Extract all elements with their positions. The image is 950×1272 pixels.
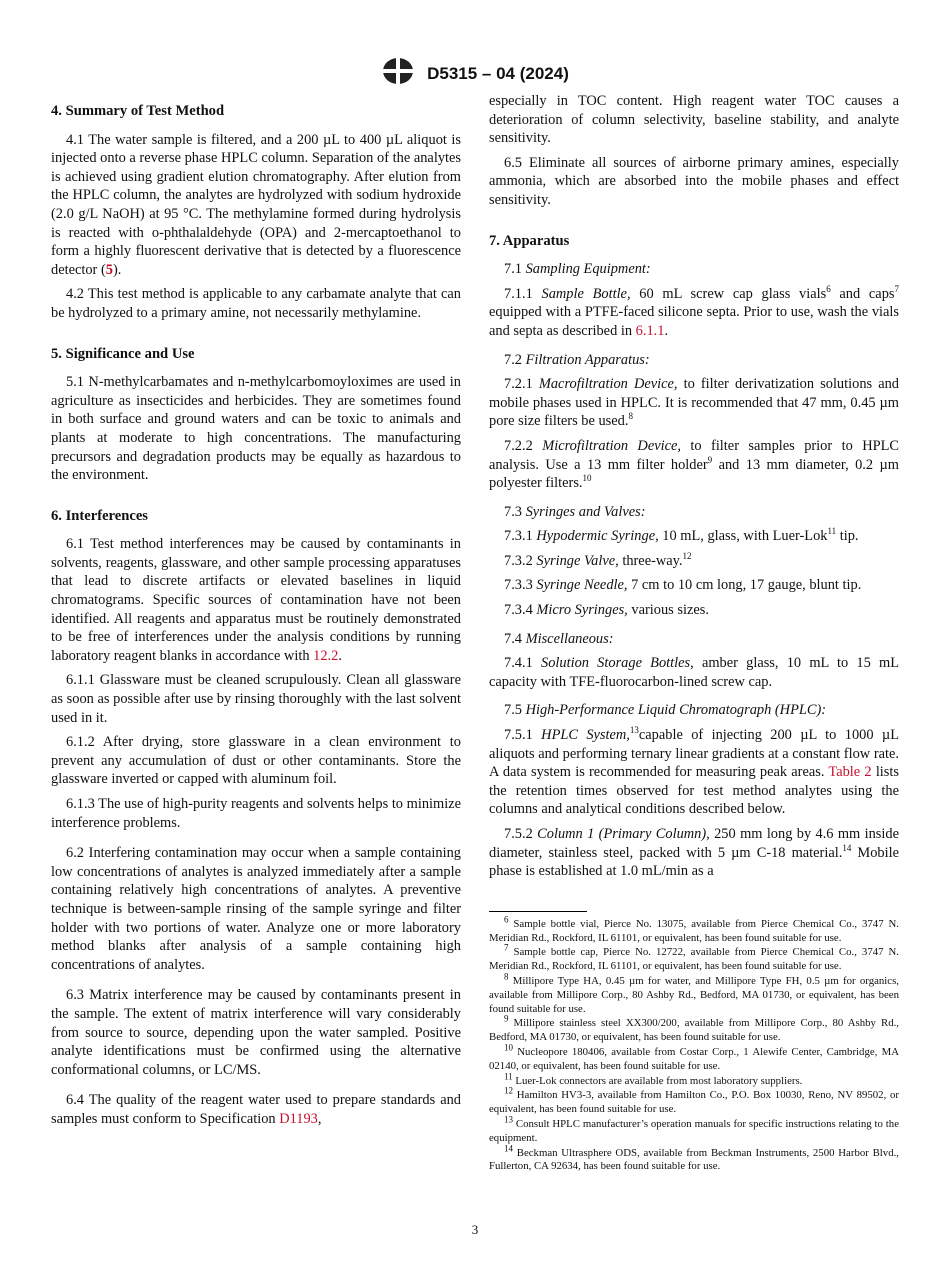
link-6-1-1[interactable]: 6.1.1 — [635, 322, 665, 339]
para-7-3-1: 7.3.1 Hypodermic Syringe, 10 mL, glass, with Luer-Lok$^{11}$ tip. — [504, 526, 859, 545]
para-6-5: 6.5 Eliminate all sources of airborne primary amines, especially ammonia, which are absorbed into the mobile phases and effect sensitivity. — [489, 154, 899, 208]
para-7-4-1: 7.4.1 Solution Storage Bottles, amber glass, 10 mL to 15 mL capacity with TFE-fluorocarbon-lined screw cap. — [489, 655, 899, 690]
para-6-2: 6.2 Interfering contamination may occur when a sample containing low concentrations of analytes is analyzed immediately after a sample containing relatively high concentrations of analytes. A preventive technique is between-sample rinsing of the sample syringe and filter holder with two portions of water. Analyze one or more laboratory method blanks after analysis of a sample containing high concentrations of analytes. — [51, 845, 461, 973]
para-7-1: 7.1 Sampling Equipment: — [504, 261, 651, 278]
para-7-2-1: 7.2.1 Macrofiltration Device, to filter derivatization solutions and mobile phases used in HPLC. It is recommended that 47 mm, 0.45 µm pore size filters be used.$^8$ — [489, 376, 899, 430]
footnote: $^7$ Sample bottle cap, Pierce No. 12722, available from Pierce Chemical Co., 3747 N. Meridian Rd., Rockford, IL 61101, or equivalent, has been found suitable for use. — [489, 942, 899, 973]
footnote: $^{14}$ Beckman Ultrasphere ODS, available from Beckman Instruments, 2500 Harbor Blvd., Fullerton, CA 92634, has been found suitable for use. — [489, 1142, 899, 1173]
para-7-5-1: 7.5.1 HPLC System,$^{13}$capable of injecting 200 µL to 1000 µL aliquots and performing ternary linear gradients at a constant flow rate. A data system is recommended for measuring peak areas. Table 2 lists the retention times observed for test method analytes using the columns and analytical conditions described below. — [489, 725, 900, 818]
page-number: 3 — [471, 1222, 479, 1237]
para-7-3-3: 7.3.3 Syringe Needle, 7 cm to 10 cm long, 17 gauge, blunt tip. — [504, 577, 862, 594]
footnote: $^8$ Millipore Type HA, 0.45 µm for water, and Millipore Type FH, 0.5 µm for organics, available from Millipore Corp., 80 Ashby Rd., Bedford, MA 01730, or equivalent, has been found suitable for use. — [489, 971, 899, 1015]
para-4-2: 4.2 This test method is applicable to any carbamate analyte that can be hydrolyzed to a primary amine, not necessarily methylamine. — [51, 286, 461, 321]
para-7-3-4: 7.3.4 Micro Syringes, various sizes. — [504, 602, 709, 619]
footnote-divider — [489, 911, 587, 912]
footnote: $^9$ Millipore stainless steel XX300/200, available from Millipore Corp., 80 Ashby Rd., Bedford, MA 01730, or equivalent, has been found suitable for use. — [489, 1013, 899, 1044]
footnote: $^{13}$ Consult HPLC manufacturer’s operation manuals for specific instructions relating to the equipment. — [489, 1114, 899, 1144]
left-column — [51, 92, 461, 1135]
para-7-3-2: 7.3.2 Syringe Valve, three-way.$^{12}$ — [504, 551, 692, 569]
para-6-4-continued: especially in TOC content. High reagent water TOC causes a deterioration of column selectivity, baseline stability, and analyte sensitivity. — [489, 93, 899, 147]
para-5-1: 5.1 N-methylcarbamates and n-methylcarbomoyloximes are used in agriculture as insecticides and herbicides. They are sometimes found in both surface and ground waters and can be toxic to animals and plants at moderate to high concentrations. The manufacturing precursors and degradation products may be equally as hazardous to the environment. — [51, 374, 461, 484]
para-7-3: 7.3 Syringes and Valves: — [504, 503, 646, 520]
para-6-1: 6.1 Test method interferences may be caused by contaminants in solvents, reagents, glassware, and other sample processing apparatuses that lead to discrete artifacts or elevated baselines in liquid chromatograms. Specific sources of contamination have not been identified. All reagents and apparatus must be routinely demonstrated to be free of interferences under the analysis conditions by running laboratory reagent blanks in accordance with 12.2. — [51, 536, 461, 664]
para-7-5-2: 7.5.2 Column 1 (Primary Column), 250 mm long by 4.6 mm inside diameter, stainless steel, packed with 5 µm C-18 material.$^{14}$ Mobile phase is established at 1.0 mL/min as a — [489, 826, 899, 880]
astm-logo-icon — [381, 56, 415, 91]
standard-designation: D5315 – 04 (2024) — [427, 63, 569, 83]
para-7-2-2: 7.2.2 Microfiltration Device, to filter samples prior to HPLC analysis. Use a 13 mm filter holder$^9$ and 13 mm diameter, 0.2 µm polyester filters.$^{10}$ — [489, 437, 899, 492]
footnote: $^{12}$ Hamilton HV3-3, available from Hamilton Co., P.O. Box 10030, Reno, NV 89502, or equivalent, has been found suitable for use. — [489, 1085, 899, 1116]
para-7-5: 7.5 High-Performance Liquid Chromatograph (HPLC): — [504, 702, 827, 719]
para-7-1-1: 7.1.1 Sample Bottle, 60 mL screw cap glass vials$^6$ and caps$^7$ equipped with a PTFE-faced silicone septa. Prior to use, wash the vials and septa as described in 6.1.1. — [489, 283, 899, 339]
section-6-heading: 6. Interferences — [51, 507, 148, 524]
para-7-2: 7.2 Filtration Apparatus: — [504, 351, 650, 368]
section-7-heading: 7. Apparatus — [489, 232, 570, 249]
para-6-1-3: 6.1.3 The use of high-purity reagents and solvents helps to minimize interference problems. — [51, 796, 461, 831]
page-header — [0, 56, 950, 91]
section-5-heading: 5. Significance and Use — [51, 345, 195, 362]
link-table-2[interactable]: Table 2 — [828, 764, 872, 781]
section-4-heading: 4. Summary of Test Method — [51, 103, 225, 119]
right-column — [489, 92, 899, 1175]
footnote: $^{10}$ Nucleopore 180406, available from Costar Corp., 1 Alewife Center, Cambridge, MA 02140, or equivalent, has been found suitable for use. — [489, 1042, 899, 1072]
footnote: $^{11}$ Luer-Lok connectors are available from most laboratory suppliers. — [504, 1070, 803, 1087]
footnote: $^6$ Sample bottle vial, Pierce No. 13075, available from Pierce Chemical Co., 3747 N. Meridian Rd., Rockford, IL 61101, or equivalent, has been found suitable for use. — [489, 914, 899, 944]
link-12-2[interactable]: 12.2 — [313, 647, 339, 664]
footnotes — [489, 914, 899, 1174]
para-6-1-2: 6.1.2 After drying, store glassware in a clean environment to prevent any accumulation of dust or other contaminants. Store the glassware inverted or capped with aluminum foil. — [51, 734, 461, 788]
para-6-3: 6.3 Matrix interference may be caused by contaminants present in the sample. The extent of matrix interference will vary considerably from source to source, depending upon the water sampled. Positive analyte identifications must be confirmed using the alternative conformational columns, or LC/MS. — [51, 987, 461, 1078]
reference-link-5[interactable]: 5 — [105, 261, 113, 278]
para-6-4: 6.4 The quality of the reagent water used to prepare standards and samples must conform to Specification D1193, — [51, 1092, 461, 1127]
para-4-1: 4.1 The water sample is filtered, and a 200 µL to 400 µL aliquot is injected onto a reverse phase HPLC column. Separation of the analytes is achieved using gradient elution chromatography. After elution from the HPLC column, the analytes are hydrolyzed with sodium hydroxide (2.0 g/L NaOH) at 95 °C. The methylamine formed during hydrolysis is reacted with o-phthalaldehyde (OPA) and 2-mercaptoethanol to form a highly fluorescent derivative that is detected by a fluorescence detector (5). — [51, 131, 461, 278]
para-6-1-1: 6.1.1 Glassware must be cleaned scrupulously. Clean all glassware as soon as possible after use by rinsing thoroughly with the last solvent used in it. — [51, 672, 461, 726]
link-d1193[interactable]: D1193 — [279, 1110, 318, 1127]
para-7-4: 7.4 Miscellaneous: — [504, 630, 614, 647]
